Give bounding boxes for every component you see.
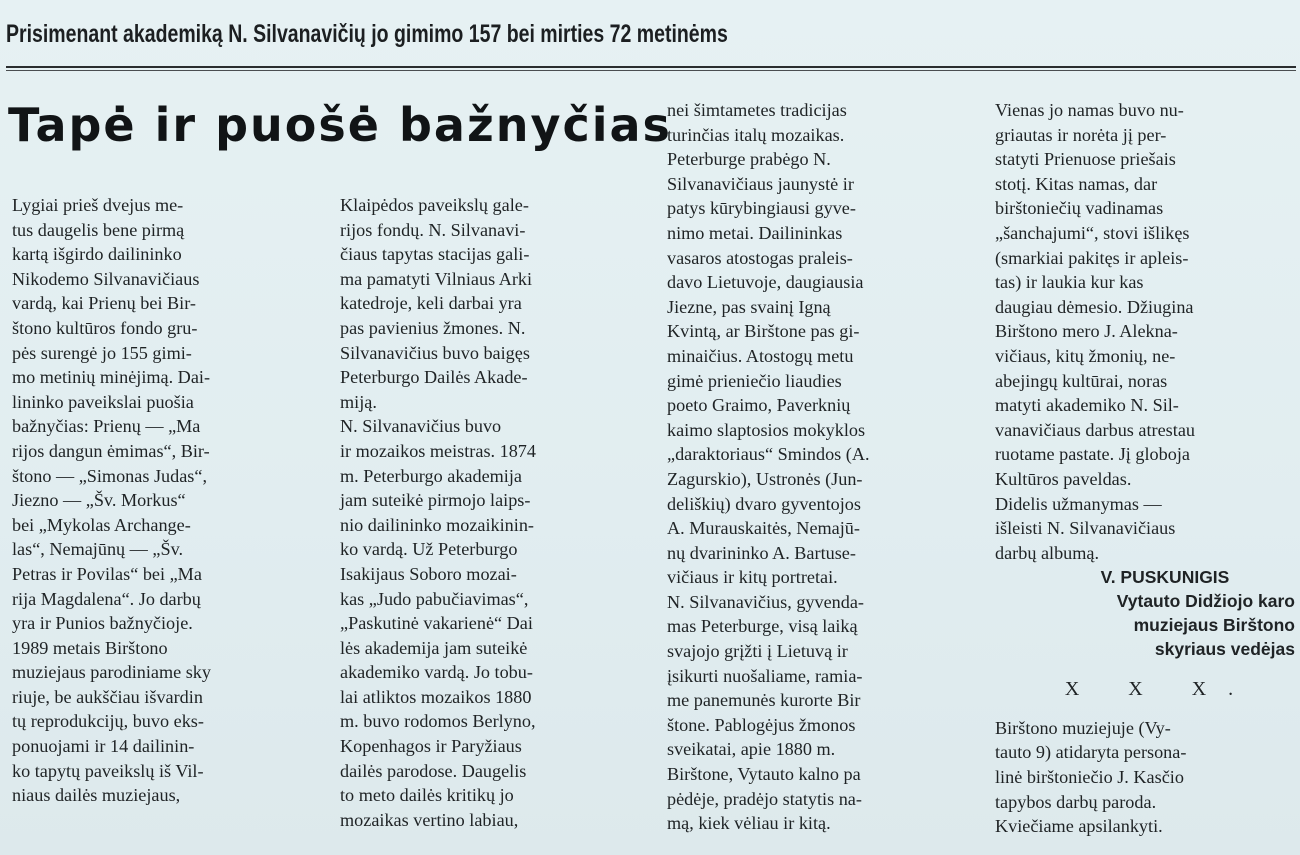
text-line: birštoniečių vadinamas: [995, 198, 1164, 219]
text-line: matyti akademiko N. Sil-: [995, 395, 1179, 416]
text-line: to meto dailės kritikų jo: [340, 785, 514, 806]
text-line: riuje, be aukščiau išvardin: [12, 686, 203, 707]
section-separator: X X X.: [1064, 678, 1256, 701]
text-line: stotį. Kitas namas, dar: [995, 173, 1158, 194]
text-line: 1989 metais Birštono: [12, 637, 168, 658]
text-line: tapybos darbų paroda.: [995, 791, 1157, 812]
text-line: Silvanavičius buvo baigęs: [340, 342, 530, 363]
text-line: ir mozaikos meistras. 1874: [340, 440, 536, 461]
kicker-line: Prisimenant akademiką N. Silvanavičių jo gimimo 157 bei mirties 72 metinėms: [6, 20, 728, 48]
text-line: niaus dailės muziejaus,: [12, 785, 181, 806]
text-line: daugiau dėmesio. Džiugina: [995, 296, 1194, 317]
text-line: mas Peterburge, visą laiką: [667, 616, 858, 637]
text-line: ko vardą. Už Peterburgo: [340, 539, 518, 560]
text-line: (smarkiai pakitęs ir apleis-: [995, 247, 1189, 268]
text-line: nei šimtametes tradicijas: [667, 100, 847, 120]
text-line: N. Silvanavičius buvo: [340, 416, 502, 437]
text-line: vasaros atostogas praleis-: [667, 247, 853, 268]
text-line: vanavičiaus darbus atrestau: [995, 419, 1195, 440]
text-line: nimo metai. Dailininkas: [667, 222, 843, 243]
text-line: dailės parodose. Daugelis: [340, 760, 527, 781]
text-line: mo metinių minėjimą. Dai-: [12, 367, 211, 388]
text-line: griautas ir norėta jį per-: [995, 124, 1167, 145]
text-line: abejingų kultūrai, noras: [995, 370, 1168, 391]
text-line: linė birštoniečio J. Kasčio: [995, 767, 1184, 788]
text-line: patys kūrybingiausi gyve-: [667, 198, 856, 219]
text-line: svajojo grįžti į Lietuvą ir: [667, 641, 848, 662]
author-name: V. PUSKUNIGIS: [1100, 567, 1230, 588]
text-line: pės surengė jo 155 gimi-: [12, 342, 192, 363]
text-line: davo Lietuvoje, daugiausia: [667, 272, 864, 293]
text-line: nų dvarininko A. Bartuse-: [667, 542, 856, 563]
text-line: ma pamatyti Vilniaus Arki: [340, 268, 533, 289]
text-line: čiaus tapytas stacijas gali-: [340, 244, 530, 265]
text-line: „daraktoriaus“ Smindos (A.: [667, 444, 870, 465]
text-line: bažnyčias: Prienų — „Ma: [12, 416, 201, 437]
text-line: lai atliktos mozaikos 1880: [340, 686, 532, 707]
text-line: tų reprodukcijų, buvo eks-: [12, 711, 204, 732]
text-line: turinčias italų mozaikas.: [667, 124, 845, 145]
text-line: „šanchajumi“, stovi išlikęs: [995, 222, 1190, 243]
text-line: Isakijaus Soboro mozai-: [340, 563, 517, 584]
text-line: minaičius. Atostogų metu: [667, 345, 854, 366]
text-line: Kopenhagos ir Paryžiaus: [340, 736, 522, 757]
text-line: Silvanavičiaus jaunystė ir: [667, 173, 854, 194]
article-column-1: [12, 193, 312, 808]
text-line: vičiaus, kitų žmonių, ne-: [995, 345, 1176, 366]
text-line: Birštono mero J. Alekna-: [995, 321, 1178, 342]
text-line: lininko paveikslai puošia: [12, 391, 194, 412]
text-line: las“, Nemajūnų — „Šv.: [12, 539, 184, 560]
text-line: mozaikas vertino labiau,: [340, 809, 519, 830]
text-line: tus daugelis bene pirmą: [12, 219, 185, 240]
text-line: Birštone, Vytauto kalno pa: [667, 764, 861, 785]
text-line: vičiaus ir kitų portretai.: [667, 567, 838, 588]
text-line: sveikatai, apie 1880 m.: [667, 739, 836, 760]
text-line: štono — „Simonas Judas“,: [12, 465, 208, 486]
article-headline: Tapė ir puošė bažnyčias: [8, 98, 672, 152]
text-line: poeto Graimo, Paverknių: [667, 395, 851, 416]
text-line: rijos fondų. N. Silvanavi-: [340, 219, 526, 240]
text-line: me panemunės kurorte Bir: [667, 690, 861, 711]
column-4-body: [995, 98, 1295, 565]
text-line: kas „Judo pabučiavimas“,: [340, 588, 529, 609]
text-line: štono kultūros fondo gru-: [12, 317, 198, 338]
text-line: Peterburgo Dailės Akade-: [340, 367, 528, 388]
text-line: Zagurskio), Ustronės (Jun-: [667, 468, 863, 489]
author-role-2: muziejaus Birštono: [1133, 615, 1295, 636]
text-line: Kvintą, ar Birštone pas gi-: [667, 321, 860, 342]
text-line: Peterburge prabėgo N.: [667, 149, 831, 170]
author-role-1: Vytauto Didžiojo karo: [1116, 591, 1295, 612]
text-line: Jiezne, pas svainį Igną: [667, 296, 831, 317]
text-line: A. Murauskaitės, Nemajū-: [667, 518, 860, 539]
text-line: miją.: [340, 391, 377, 412]
text-line: įsikurti nuošaliame, ramia-: [667, 665, 863, 686]
text-line: Didelis užmanymas —: [995, 493, 1162, 514]
text-line: ko tapytų paveikslų iš Vil-: [12, 760, 204, 781]
text-line: akademiko vardą. Jo tobu-: [340, 662, 533, 683]
text-line: darbų albumą.: [995, 542, 1100, 563]
text-line: statyti Prienuose priešais: [995, 149, 1176, 170]
text-line: ruotame pastate. Jį globoja: [995, 444, 1190, 465]
text-line: ponuojami ir 14 dailinin-: [12, 736, 195, 757]
text-line: pas pavienius žmones. N.: [340, 317, 526, 338]
text-line: išleisti N. Silvanavičiaus: [995, 518, 1176, 539]
exhibition-notice: [995, 716, 1295, 839]
text-line: lės akademija jam suteikė: [340, 637, 528, 658]
text-line: gimė prieniečio liaudies: [667, 370, 842, 391]
text-line: Kultūros paveldas.: [995, 468, 1132, 489]
text-line: rijos dangun ėmimas“, Bir-: [12, 440, 210, 461]
text-line: Birštono muziejuje (Vy-: [995, 717, 1171, 738]
text-line: katedroje, keli darbai yra: [340, 293, 522, 314]
text-line: Jiezno — „Šv. Morkus“: [12, 490, 186, 511]
text-line: m. Peterburgo akademija: [340, 465, 522, 486]
text-line: Nikodemo Silvanavičiaus: [12, 268, 200, 289]
article-column-4: [995, 98, 1295, 839]
text-line: yra ir Punios bažnyčioje.: [12, 613, 193, 634]
text-line: vardą, kai Prienų bei Bir-: [12, 293, 196, 314]
text-line: muziejaus parodiniame sky: [12, 662, 211, 683]
text-line: Klaipėdos paveikslų gale-: [340, 195, 529, 215]
text-line: „Paskutinė vakarienė“ Dai: [340, 613, 533, 634]
text-line: štone. Pablogėjus žmonos: [667, 714, 856, 735]
text-line: kaimo slaptosios mokyklos: [667, 419, 866, 440]
text-line: Kviečiame apsilankyti.: [995, 816, 1163, 837]
text-line: deliškių) dvaro gyventojos: [667, 493, 861, 514]
text-line: bei „Mykolas Archange-: [12, 514, 191, 535]
top-rule: [6, 66, 1296, 68]
text-line: kartą išgirdo dailininko: [12, 244, 182, 265]
text-line: Lygiai prieš dvejus me-: [12, 195, 184, 215]
text-line: Vienas jo namas buvo nu-: [995, 100, 1184, 120]
text-line: jam suteikė pirmojo laips-: [340, 490, 531, 511]
text-line: m. buvo rodomos Berlyno,: [340, 711, 536, 732]
text-line: Petras ir Povilas“ bei „Ma: [12, 563, 202, 584]
article-column-2: [340, 193, 650, 832]
top-rule-thin: [6, 70, 1296, 71]
text-line: nio dailininko mozaikinin-: [340, 514, 534, 535]
text-line: rija Magdalena“. Jo darbų: [12, 588, 201, 609]
text-line: tauto 9) atidaryta persona-: [995, 742, 1187, 763]
author-role-3: skyriaus vedėjas: [1154, 639, 1295, 660]
text-line: mą, kiek vėliau ir kitą.: [667, 813, 831, 834]
article-column-3: [667, 98, 972, 836]
text-line: tas) ir laukia kur kas: [995, 272, 1144, 293]
text-line: pėdėje, pradėjo statytis na-: [667, 788, 862, 809]
text-line: N. Silvanavičius, gyvenda-: [667, 591, 864, 612]
